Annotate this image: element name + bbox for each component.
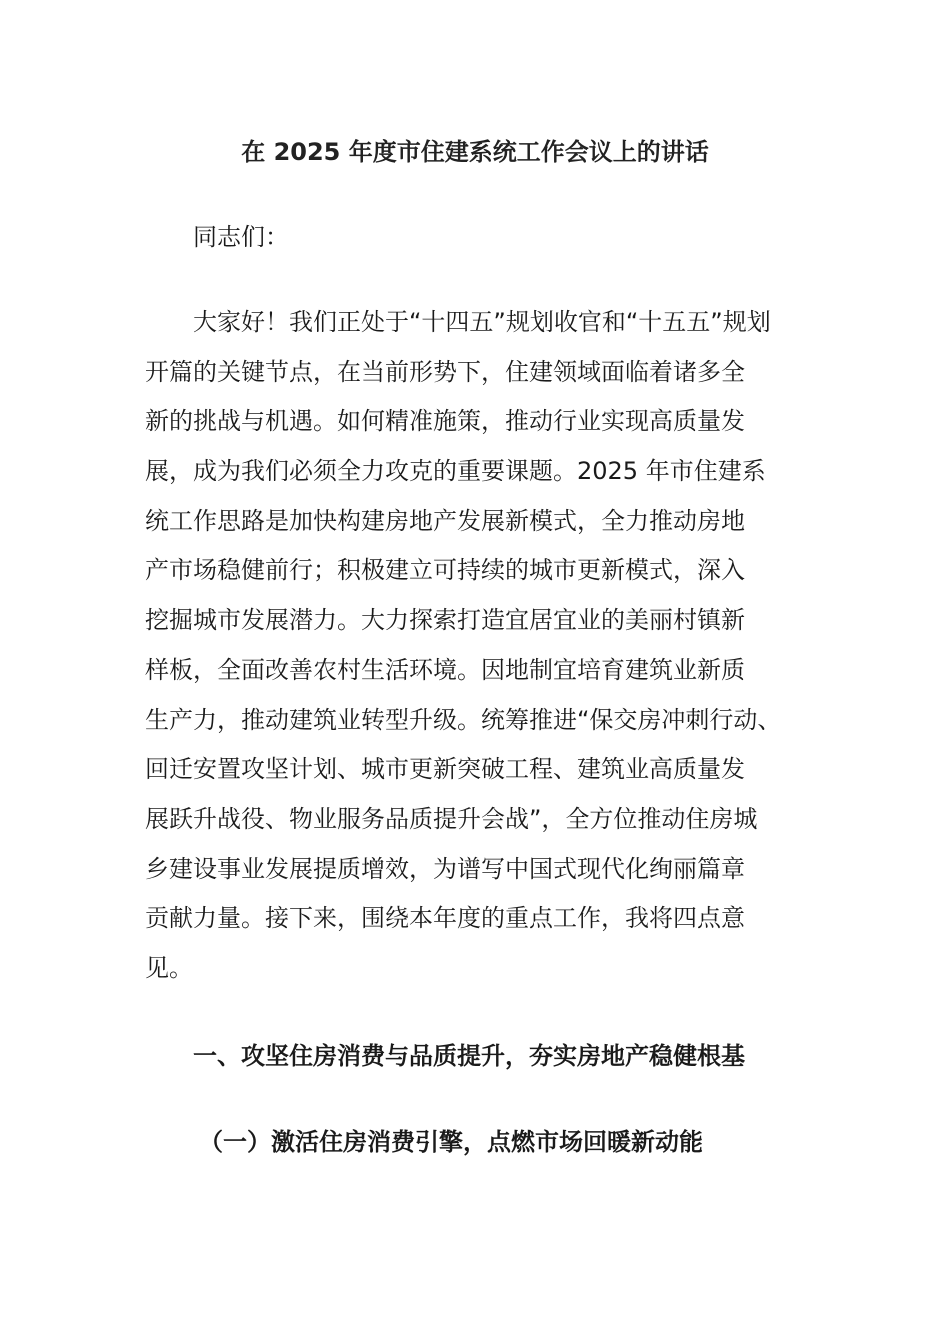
sub-heading: （一）激活住房消费引擎，点燃市场回暖新动能 bbox=[199, 1128, 703, 1156]
paragraph-line: 统工作思路是加快构建房地产发展新模式，全力推动房地 bbox=[145, 506, 745, 535]
paragraph-line: 贡献力量。接下来，围绕本年度的重点工作，我将四点意 bbox=[145, 904, 745, 933]
paragraph-line: 大家好！我们正处于“十四五”规划收官和“十五五”规划 bbox=[193, 308, 771, 336]
paragraph-line: 见。 bbox=[145, 953, 193, 982]
paragraph-line: 展，成为我们必须全力攻克的重要课题。2025 年市住建系 bbox=[145, 457, 766, 486]
paragraph-line: 产市场稳健前行；积极建立可持续的城市更新模式，深入 bbox=[145, 556, 745, 585]
section-heading: 一、攻坚住房消费与品质提升，夯实房地产稳健根基 bbox=[193, 1042, 745, 1070]
document-title: 在 2025 年度市住建系统工作会议上的讲话 bbox=[241, 138, 709, 166]
paragraph-line: 乡建设事业发展提质增效，为谱写中国式现代化绚丽篇章 bbox=[145, 854, 745, 883]
salutation: 同志们： bbox=[193, 223, 289, 251]
paragraph-line: 新的挑战与机遇。如何精准施策，推动行业实现高质量发 bbox=[145, 407, 745, 436]
paragraph-line: 开篇的关键节点，在当前形势下，住建领域面临着诸多全 bbox=[145, 357, 745, 386]
body-paragraph bbox=[145, 302, 815, 998]
paragraph-line: 生产力，推动建筑业转型升级。统筹推进“保交房冲刺行动、 bbox=[145, 705, 782, 734]
paragraph-line: 样板，全面改善农村生活环境。因地制宜培育建筑业新质 bbox=[145, 655, 745, 684]
paragraph-line: 挖掘城市发展潜力。大力探索打造宜居宜业的美丽村镇新 bbox=[145, 606, 745, 635]
paragraph-line: 展跃升战役、物业服务品质提升会战”，全方位推动住房城 bbox=[145, 804, 758, 833]
paragraph-line: 回迁安置攻坚计划、城市更新突破工程、建筑业高质量发 bbox=[145, 755, 745, 784]
